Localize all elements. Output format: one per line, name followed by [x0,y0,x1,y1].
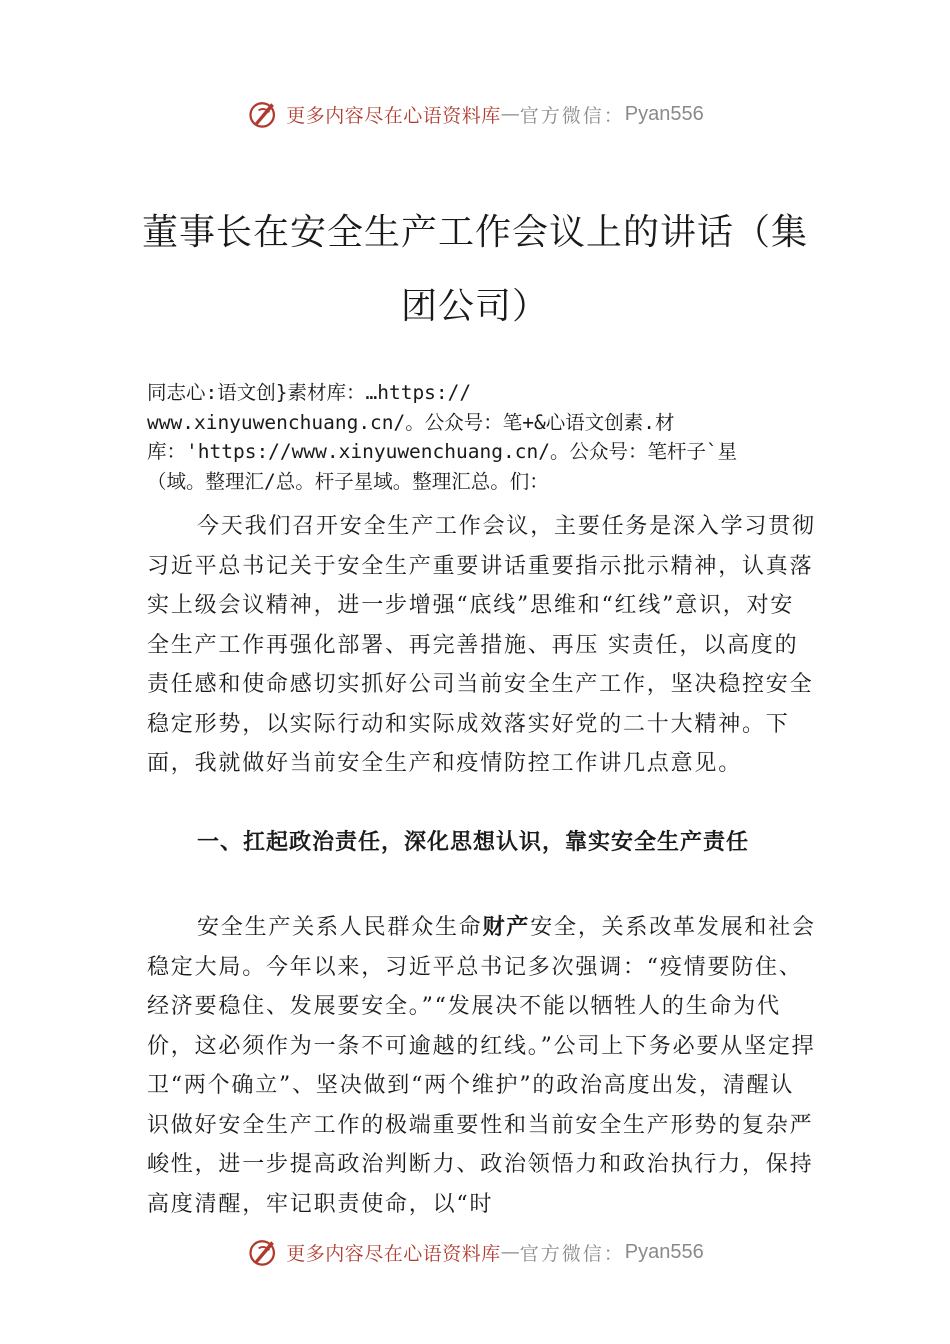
banner-separator: — [500,103,520,125]
banner-wechat-label: 官方微信： [519,1242,625,1265]
watermark-line: 库：'https://www.xinyuwenchuang.cn/。公众号：笔杆子`星 [147,440,738,463]
banner-wechat-label: 官方微信： [519,104,625,127]
logo-icon [246,1234,282,1270]
paragraph-bold-text: 财产 [482,915,531,940]
banner-separator: — [500,1241,520,1263]
title-line-2: 团公司） [400,286,549,327]
banner-main-text: 更多内容尽在心语资料库 [286,1242,501,1265]
watermark-text-block [147,378,847,496]
section-heading-1: 一、扛起政治责任，深化思想认识，靠实安全生产责任 [197,830,750,855]
paragraph-text-rest: 安全，关系改革发展和社会稳定大局。今年以来，习近平总书记多次强调：“疫情要防住、经济要稳住、发展要安全。”“发展决不能以牺牲人的生命为代价，这必须作为一条不可逾越的红线。”公司上下务必要从坚定捍卫“两个确立”、坚决做到“两个维护”的政治高度出发，清醒认识做好安全生产工作的极端重要性和当前安全生产形势的复杂严峻性，进一步提高政治判断力、政治领悟力和政治执行力，保持高度清醒，牢记职责使命，以“时 [147,915,816,1217]
banner-main-text: 更多内容尽在心语资料库 [286,104,501,127]
header-banner [0,94,950,134]
logo-icon [246,96,282,132]
footer-banner [0,1232,950,1272]
document-title [100,196,850,344]
title-line-1: 董事长在安全生产工作会议上的讲话（集 [141,212,808,253]
paragraph-section-1 [147,908,817,1224]
paragraph-intro: 今天我们召开安全生产工作会议，主要任务是深入学习贯彻习近平总书记关于安全生产重要讲话重要指示批示精神，认真落实上级会议精神，进一步增强“底线”思维和“红线”意识，对安全生产工作再强化部署、再完善措施、再压 实责任，以高度的责任感和使命感切实抓好公司当前安全生产工作，坚决稳控安全稳定形势，以实际行动和实际成效落实好党的二十大精神。下面，我就做好当前安全生产和疫情防控工作讲几点意见。 [147,514,816,776]
watermark-line: www.xinyuwenchuang.cn/。公众号：笔+&心语文创素.材 [147,410,675,434]
paragraph-text-start: 安全生产关系人民群众生命 [197,915,483,940]
watermark-line: 同志心:语文创}素材库：…https:// [147,381,472,404]
watermark-line: （域。整理汇/总。杆子星域。整理汇总。们： [147,469,549,493]
banner-wechat-id: Pyan556 [624,1240,704,1263]
banner-wechat-id: Pyan556 [624,102,704,125]
